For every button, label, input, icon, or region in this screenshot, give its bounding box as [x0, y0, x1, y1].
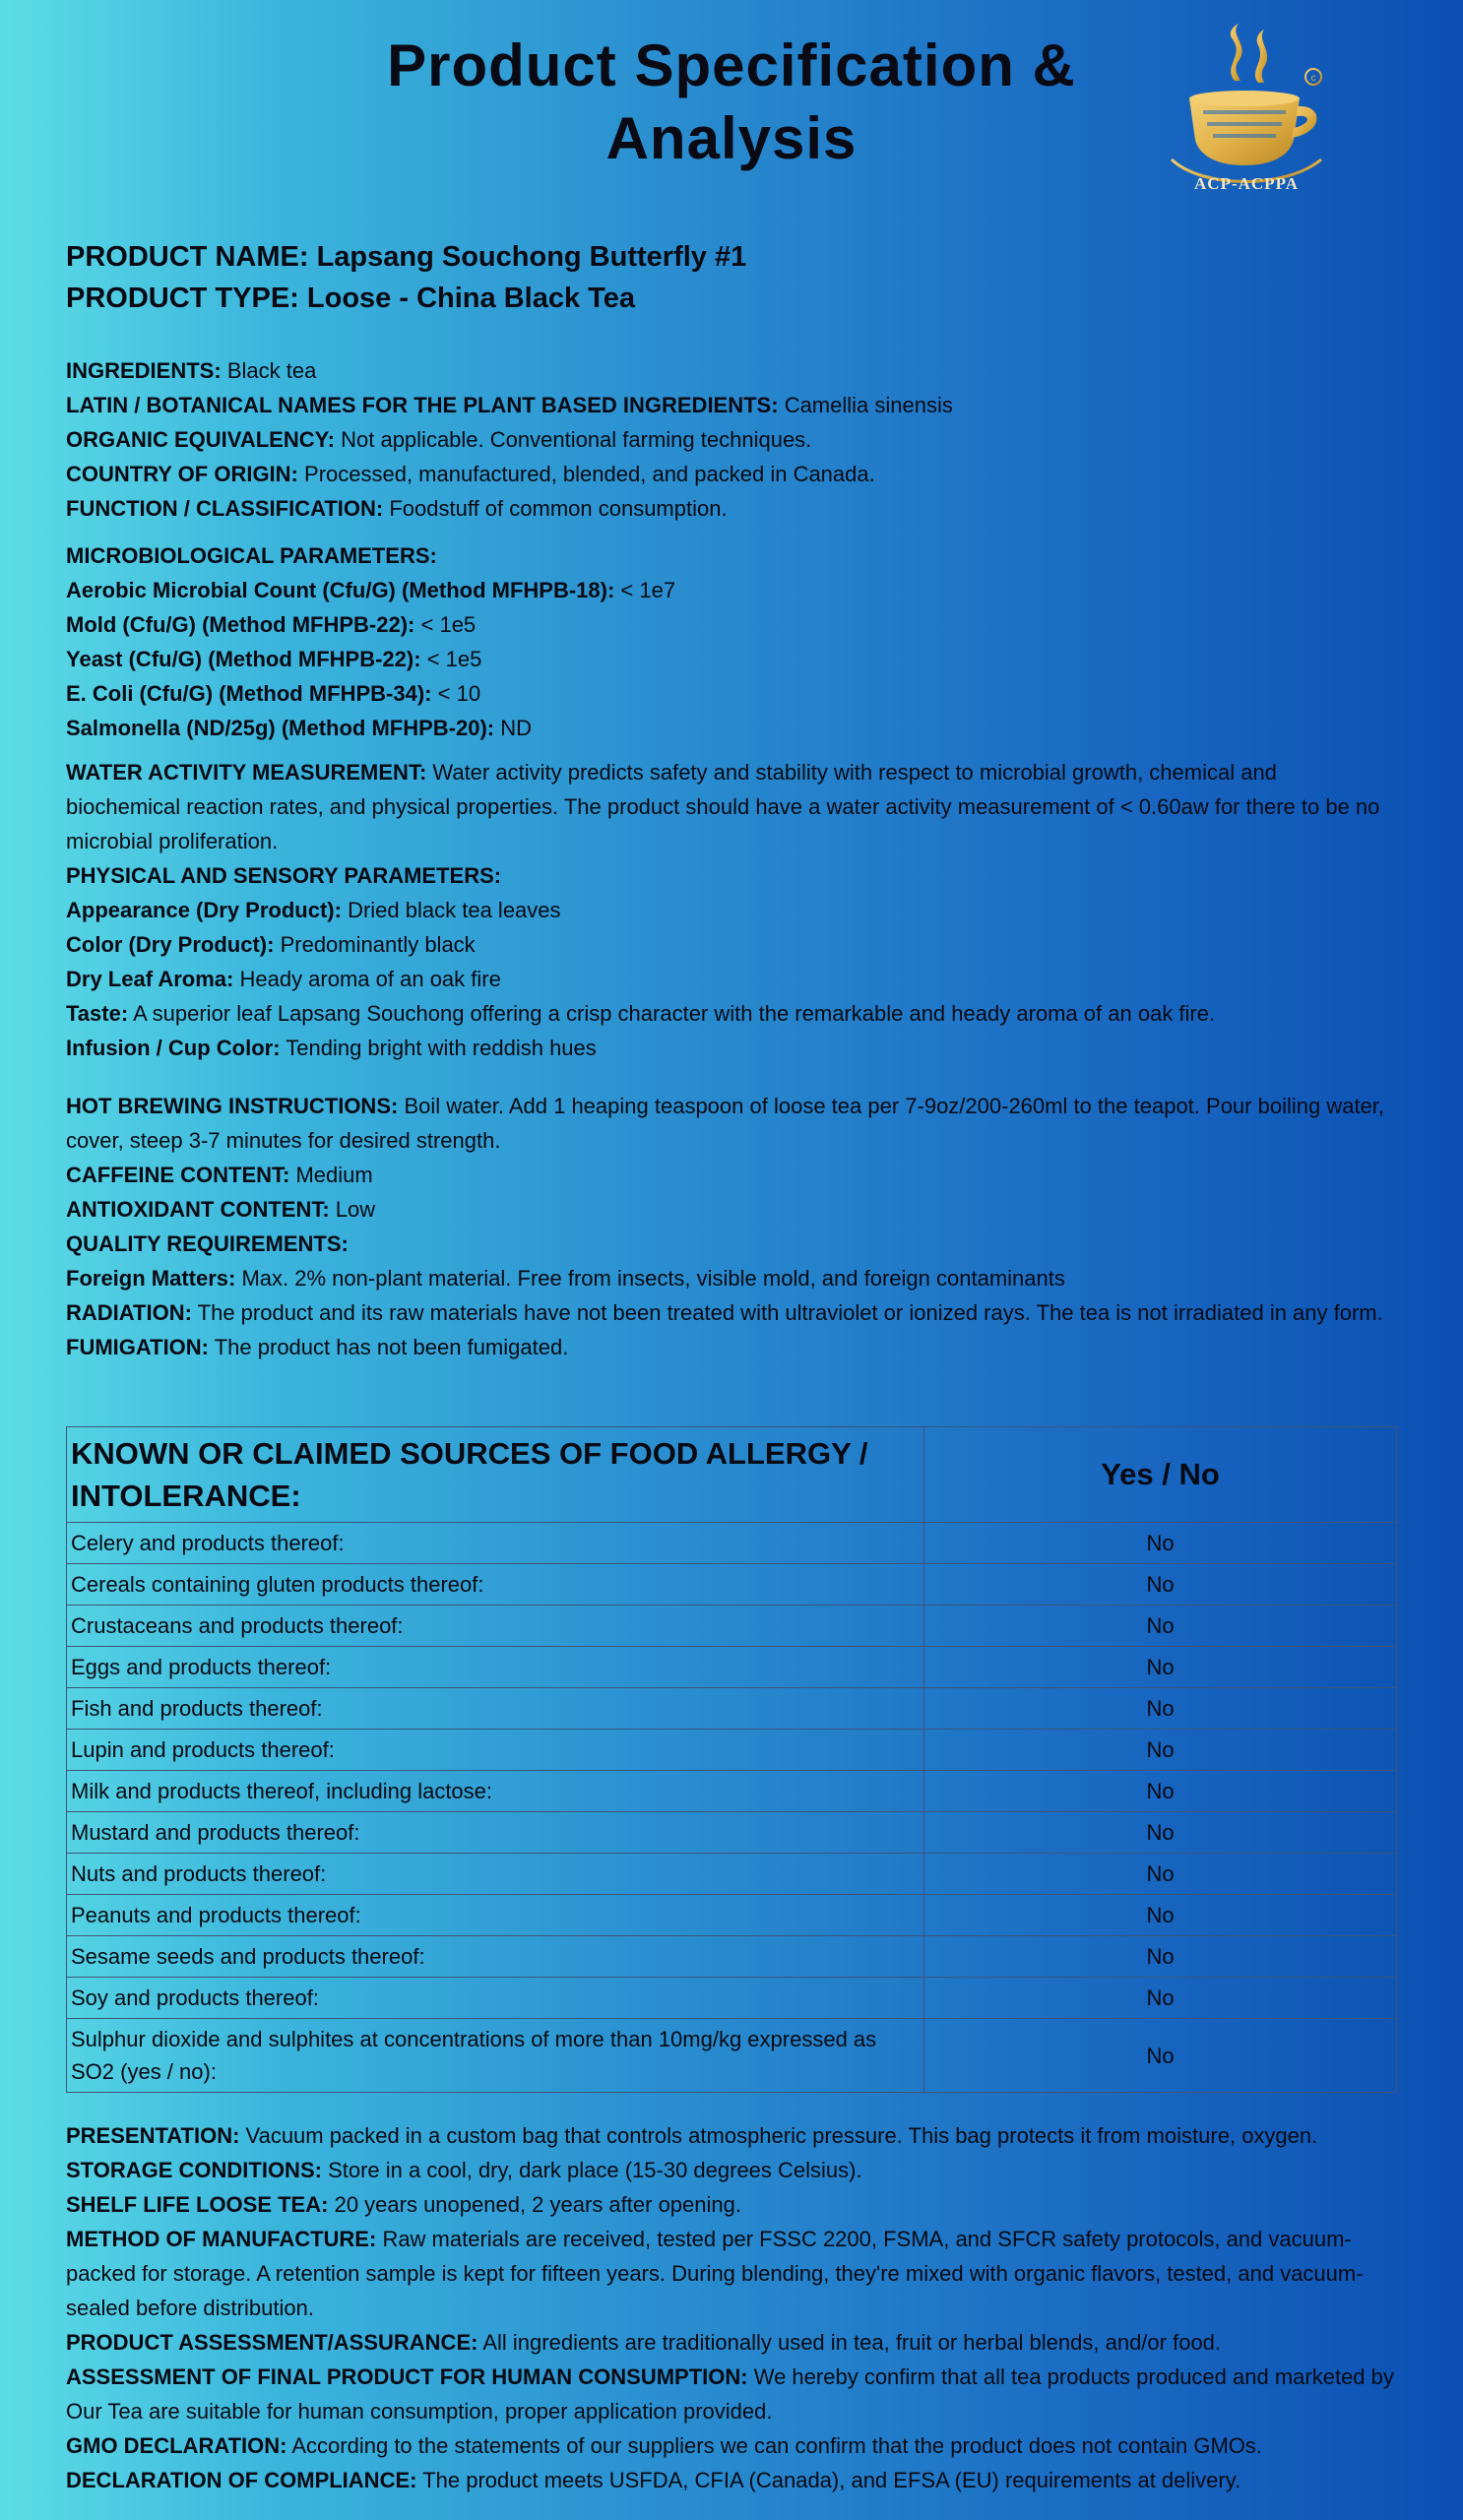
allergen-answer: No — [924, 1564, 1397, 1606]
spec-label: Infusion / Cup Color: — [66, 1036, 281, 1060]
spec-line — [66, 491, 1395, 526]
spec-line — [66, 2153, 1395, 2187]
spec-value: Foodstuff of common consumption. — [389, 496, 728, 521]
antioxidant-line — [66, 1192, 1395, 1227]
allergen-name: Milk and products thereof, including lactose: — [67, 1771, 924, 1812]
spec-value: Water activity predicts safety and stability with respect to microbial growth, chemical and biochemical reaction rates, and physical properties. The product should have a water activity measurement of < 0.60aw for there to be no microbial proliferation. — [66, 760, 1380, 853]
spec-value: We hereby confirm that all tea products produced and marketed by Our Tea are suitable for human consumption, proper application provided. — [66, 2364, 1394, 2424]
table-row — [67, 2019, 1397, 2093]
spec-line — [66, 1031, 1395, 1065]
spec-line — [66, 607, 1395, 642]
allergen-answer: No — [924, 1895, 1397, 1936]
physical-heading: PHYSICAL AND SENSORY PARAMETERS: — [66, 863, 502, 888]
closing-section — [66, 2118, 1395, 2497]
spec-line — [66, 676, 1395, 711]
spec-label: PRESENTATION: — [66, 2123, 240, 2148]
spec-label: Color (Dry Product): — [66, 932, 275, 957]
spec-value: ND — [500, 716, 533, 740]
spec-label: RADIATION: — [66, 1300, 192, 1325]
spec-label: ORGANIC EQUIVALENCY: — [66, 427, 335, 452]
product-name-line — [66, 236, 1346, 278]
spec-line — [66, 1295, 1395, 1330]
spec-line — [66, 1330, 1395, 1364]
product-type-label: PRODUCT TYPE: — [66, 283, 299, 314]
spec-value: Store in a cool, dry, dark place (15-30 degrees Celsius). — [328, 2158, 862, 2182]
table-row — [67, 1730, 1397, 1771]
microbiological-section — [66, 538, 1395, 745]
spec-line — [66, 2463, 1395, 2497]
spec-label: Salmonella (ND/25g) (Method MFHPB-20): — [66, 716, 495, 740]
spec-label: FUMIGATION: — [66, 1335, 210, 1359]
spec-value: Raw materials are received, tested per FSSC 2200, FSMA, and SFCR safety protocols, and vacuum-packed for storage. A retention sample is kept for fifteen years. During blending, they're mixed with organic flavors, tested, and vacuum-sealed before distribution. — [66, 2227, 1364, 2320]
spec-value: Medium — [295, 1163, 373, 1187]
microbiological-heading: MICROBIOLOGICAL PARAMETERS: — [66, 543, 437, 568]
allergen-name: Peanuts and products thereof: — [67, 1895, 924, 1936]
spec-value: < 1e5 — [426, 647, 482, 671]
spec-label: ANTIOXIDANT CONTENT: — [66, 1197, 330, 1222]
spec-label: Aerobic Microbial Count (Cfu/G) (Method MFHPB-18): — [66, 578, 615, 602]
spec-label: COUNTRY OF ORIGIN: — [66, 462, 298, 486]
spec-label: HOT BREWING INSTRUCTIONS: — [66, 1094, 399, 1118]
spec-line — [66, 1261, 1395, 1295]
ingredients-section — [66, 353, 1395, 526]
product-name-label: PRODUCT NAME: — [66, 241, 309, 273]
spec-value: Black tea — [226, 358, 317, 383]
spec-line — [66, 2222, 1395, 2325]
product-type-line — [66, 278, 1346, 319]
spec-label: DECLARATION OF COMPLIANCE: — [66, 2468, 417, 2492]
spec-value: < 10 — [437, 681, 481, 706]
spec-line — [66, 388, 1395, 422]
spec-value: All ingredients are traditionally used in tea, fruit or herbal blends, and/or food. — [482, 2330, 1222, 2355]
spec-value: Tending bright with reddish hues — [286, 1036, 597, 1060]
section-heading — [66, 538, 1395, 573]
allergen-name: Sulphur dioxide and sulphites at concentrations of more than 10mg/kg expressed as SO2 (yes / no): — [67, 2019, 924, 2093]
allergy-header-sources: KNOWN OR CLAIMED SOURCES OF FOOD ALLERGY / INTOLERANCE: — [67, 1427, 924, 1523]
brewing-and-quality-section — [66, 1089, 1395, 1364]
allergen-answer: No — [924, 2019, 1397, 2093]
allergen-name: Crustaceans and products thereof: — [67, 1606, 924, 1647]
spec-label: WATER ACTIVITY MEASUREMENT: — [66, 760, 427, 785]
allergen-answer: No — [924, 1647, 1397, 1688]
spec-value: Predominantly black — [280, 932, 476, 957]
product-heading — [66, 236, 1346, 319]
spec-label: GMO DECLARATION: — [66, 2433, 287, 2458]
spec-label: SHELF LIFE LOOSE TEA: — [66, 2192, 329, 2217]
svg-text:c: c — [1310, 73, 1316, 84]
spec-line — [66, 996, 1395, 1031]
spec-line — [66, 2325, 1395, 2360]
spec-line — [66, 2360, 1395, 2428]
spec-value: < 1e7 — [620, 578, 676, 602]
table-row — [67, 1812, 1397, 1854]
spec-line — [66, 2187, 1395, 2222]
brewing-line — [66, 1089, 1395, 1158]
section-heading — [66, 858, 1395, 893]
allergen-answer: No — [924, 1730, 1397, 1771]
spec-value: Heady aroma of an oak fire — [239, 967, 501, 991]
steaming-tea-cup-logo-icon — [1164, 22, 1341, 199]
allergen-name: Nuts and products thereof: — [67, 1854, 924, 1895]
allergen-name: Lupin and products thereof: — [67, 1730, 924, 1771]
spec-line — [66, 893, 1395, 927]
allergen-name: Eggs and products thereof: — [67, 1647, 924, 1688]
allergy-header-yes-no: Yes / No — [924, 1427, 1397, 1523]
caffeine-line — [66, 1158, 1395, 1192]
svg-text:ACP-ACPPA: ACP-ACPPA — [1194, 174, 1299, 193]
allergen-name: Celery and products thereof: — [67, 1523, 924, 1564]
allergen-answer: No — [924, 1771, 1397, 1812]
product-name-value: Lapsang Souchong Butterfly #1 — [316, 241, 747, 273]
table-row — [67, 1771, 1397, 1812]
spec-value: Max. 2% non-plant material. Free from insects, visible mold, and foreign contaminants — [241, 1266, 1065, 1291]
spec-label: PRODUCT ASSESSMENT/ASSURANCE: — [66, 2330, 478, 2355]
spec-line — [66, 927, 1395, 962]
page-title: Product Specification & Analysis — [387, 32, 1076, 171]
allergen-answer: No — [924, 1812, 1397, 1854]
spec-label: Yeast (Cfu/G) (Method MFHPB-22): — [66, 647, 421, 671]
spec-label: Taste: — [66, 1001, 129, 1026]
allergen-name: Cereals containing gluten products thereof: — [67, 1564, 924, 1606]
allergen-answer: No — [924, 1606, 1397, 1647]
table-row — [67, 1936, 1397, 1978]
allergen-name: Fish and products thereof: — [67, 1688, 924, 1730]
spec-label: E. Coli (Cfu/G) (Method MFHPB-34): — [66, 681, 432, 706]
spec-line — [66, 573, 1395, 607]
spec-label: ASSESSMENT OF FINAL PRODUCT FOR HUMAN CONSUMPTION: — [66, 2364, 748, 2389]
spec-line — [66, 2428, 1395, 2463]
spec-line — [66, 642, 1395, 676]
allergen-answer: No — [924, 1854, 1397, 1895]
spec-line — [66, 422, 1395, 457]
allergen-name: Soy and products thereof: — [67, 1978, 924, 2019]
spec-line — [66, 711, 1395, 745]
allergy-table-header — [67, 1427, 1397, 1523]
allergy-table — [66, 1426, 1397, 2093]
spec-value: 20 years unopened, 2 years after opening. — [334, 2192, 741, 2217]
spec-label: Dry Leaf Aroma: — [66, 967, 234, 991]
allergen-answer: No — [924, 1936, 1397, 1978]
spec-label: METHOD OF MANUFACTURE: — [66, 2227, 377, 2251]
water-and-physical-section — [66, 755, 1395, 1065]
spec-label: LATIN / BOTANICAL NAMES FOR THE PLANT BASED INGREDIENTS: — [66, 393, 779, 417]
spec-label: CAFFEINE CONTENT: — [66, 1163, 290, 1187]
spec-label: Mold (Cfu/G) (Method MFHPB-22): — [66, 612, 415, 637]
spec-line — [66, 2118, 1395, 2153]
table-row — [67, 1854, 1397, 1895]
spec-value: The product has not been fumigated. — [214, 1335, 569, 1359]
spec-label: FUNCTION / CLASSIFICATION: — [66, 496, 384, 521]
quality-heading: QUALITY REQUIREMENTS: — [66, 1231, 349, 1256]
spec-label: Appearance (Dry Product): — [66, 898, 342, 922]
table-row — [67, 1895, 1397, 1936]
spec-value: Camellia sinensis — [784, 393, 953, 417]
allergen-answer: No — [924, 1523, 1397, 1564]
allergen-answer: No — [924, 1978, 1397, 2019]
table-row — [67, 1978, 1397, 2019]
spec-value: Boil water. Add 1 heaping teaspoon of loose tea per 7-9oz/200-260ml to the teapot. Pour boiling water, cover, steep 3-7 minutes for desired strength. — [66, 1094, 1385, 1153]
spec-label: STORAGE CONDITIONS: — [66, 2158, 322, 2182]
spec-value: A superior leaf Lapsang Souchong offering a crisp character with the remarkable and heady aroma of an oak fire. — [133, 1001, 1216, 1026]
spec-value: The product and its raw materials have not been treated with ultraviolet or ionized rays. The tea is not irradiated in any form. — [197, 1300, 1383, 1325]
spec-value: Vacuum packed in a custom bag that controls atmospheric pressure. This bag protects it from moisture, oxygen. — [245, 2123, 1318, 2148]
spec-value: Dried black tea leaves — [348, 898, 561, 922]
table-row — [67, 1688, 1397, 1730]
allergen-name: Mustard and products thereof: — [67, 1812, 924, 1854]
spec-line — [66, 353, 1395, 388]
spec-value: According to the statements of our suppliers we can confirm that the product does not contain GMOs. — [291, 2433, 1262, 2458]
product-type-value: Loose - China Black Tea — [306, 283, 635, 314]
table-row — [67, 1647, 1397, 1688]
spec-value: Processed, manufactured, blended, and packed in Canada. — [304, 462, 875, 486]
section-heading — [66, 1227, 1395, 1261]
spec-value: The product meets USFDA, CFIA (Canada), and EFSA (EU) requirements at delivery. — [422, 2468, 1241, 2492]
table-row — [67, 1606, 1397, 1647]
spec-label: Foreign Matters: — [66, 1266, 236, 1291]
spec-line — [66, 962, 1395, 996]
table-row — [67, 1523, 1397, 1564]
spec-line — [66, 457, 1395, 491]
allergen-answer: No — [924, 1688, 1397, 1730]
allergen-name: Sesame seeds and products thereof: — [67, 1936, 924, 1978]
spec-value: Not applicable. Conventional farming techniques. — [341, 427, 812, 452]
spec-label: INGREDIENTS: — [66, 358, 222, 383]
spec-value: Low — [335, 1197, 376, 1222]
spec-value: < 1e5 — [420, 612, 477, 637]
water-activity-line — [66, 755, 1395, 858]
table-row — [67, 1564, 1397, 1606]
